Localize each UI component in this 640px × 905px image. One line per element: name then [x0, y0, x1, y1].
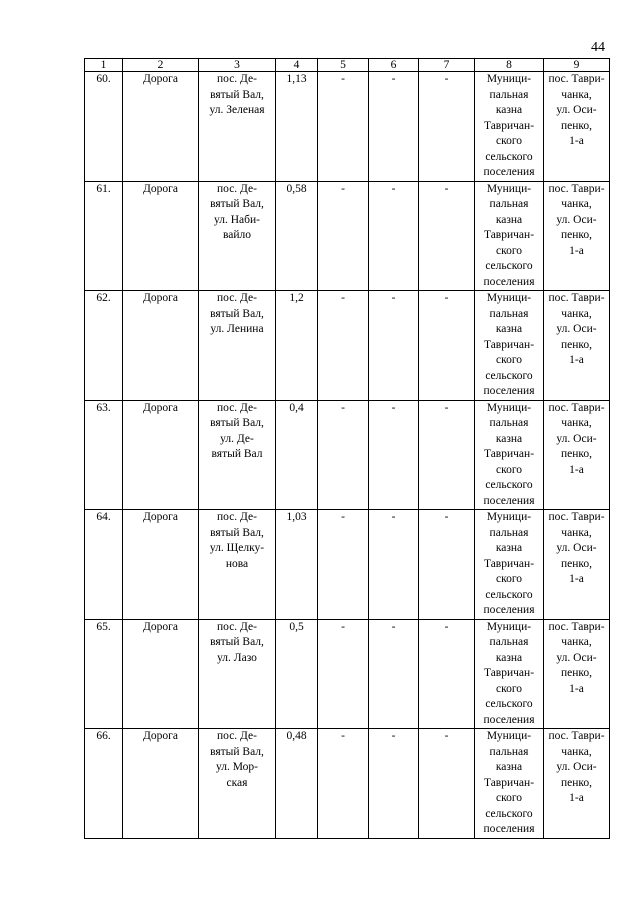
column-header: 9 [544, 59, 610, 72]
location-line: вятый Вал, [210, 198, 264, 210]
owner-line: ского [495, 573, 523, 585]
column-5-cell: - [318, 291, 369, 401]
owner-line: пальная [489, 636, 529, 648]
location-line: пос. Де- [217, 292, 257, 304]
owner-cell [475, 400, 544, 510]
location-cell [199, 400, 276, 510]
length-cell: 0,58 [276, 181, 318, 291]
address-line: 1-а [569, 244, 584, 257]
column-5-cell: - [318, 729, 369, 839]
column-header-row [85, 59, 610, 72]
location-line: вятый Вал, [210, 745, 264, 758]
address-line: пенко, [560, 448, 593, 460]
object-name-cell: Дорога [123, 181, 199, 291]
owner-line: поселения [483, 713, 535, 726]
location-line: вятый Вал, [210, 526, 264, 539]
location-line: ул. Де- [220, 432, 254, 445]
location-line: вятый Вал [211, 448, 263, 460]
address-line: пенко, [560, 229, 593, 241]
owner-line: ского [495, 792, 523, 804]
row-number-cell: 66. [85, 729, 123, 839]
column-header: 4 [276, 59, 318, 72]
address-line: пос. Таври- [548, 511, 605, 523]
address-line: ул. Оси- [556, 432, 597, 445]
location-line: вятый Вал, [210, 417, 264, 429]
object-name-cell: Дорога [123, 510, 199, 620]
address-cell [544, 291, 610, 401]
address-line: чанка, [561, 636, 592, 648]
column-7-cell: - [419, 181, 475, 291]
owner-line: Тавричан- [483, 776, 535, 789]
location-line: вайло [222, 229, 252, 241]
owner-line: ского [495, 135, 523, 147]
address-line: пенко, [560, 667, 593, 679]
location-line: пос. Де- [217, 620, 257, 633]
owner-line: сельского [485, 260, 533, 272]
column-header: 7 [419, 59, 475, 72]
owner-line: Тавричан- [483, 229, 535, 241]
address-line: пос. Таври- [548, 730, 605, 742]
column-7-cell: - [419, 291, 475, 401]
owner-cell [475, 291, 544, 401]
column-6-cell: - [369, 181, 419, 291]
address-cell [544, 72, 610, 182]
column-6-cell: - [369, 291, 419, 401]
location-line: пос. Де- [217, 182, 257, 195]
address-line: пос. Таври- [548, 401, 605, 414]
owner-line: казна [495, 651, 523, 664]
owner-line: пальная [489, 88, 529, 101]
address-line: 1-а [569, 354, 584, 366]
owner-line: поселения [483, 385, 535, 397]
address-line: пос. Таври- [548, 620, 605, 633]
address-cell [544, 181, 610, 291]
address-line: 1-а [569, 135, 584, 147]
owner-line: Муници- [486, 73, 532, 85]
address-line: 1-а [569, 463, 584, 476]
address-line: пенко, [560, 557, 593, 570]
location-cell [199, 291, 276, 401]
owner-line: ского [495, 354, 523, 366]
column-7-cell: - [419, 619, 475, 729]
length-cell: 0,4 [276, 400, 318, 510]
address-line: чанка, [561, 745, 592, 758]
location-line: пос. Де- [217, 401, 257, 414]
location-line: вятый Вал, [210, 307, 264, 320]
location-line: нова [225, 557, 249, 570]
page-number: 44 [591, 40, 605, 55]
object-name-cell: Дорога [123, 400, 199, 510]
column-header: 3 [199, 59, 276, 72]
location-cell [199, 729, 276, 839]
address-line: пенко, [560, 119, 593, 132]
location-cell [199, 619, 276, 729]
owner-line: сельского [485, 150, 533, 163]
owner-line: сельского [485, 369, 533, 382]
address-line: чанка, [561, 417, 592, 429]
address-line: ул. Оси- [556, 651, 597, 664]
address-cell [544, 729, 610, 839]
column-5-cell: - [318, 181, 369, 291]
column-5-cell: - [318, 72, 369, 182]
owner-cell [475, 181, 544, 291]
column-header: 2 [123, 59, 199, 72]
owner-line: поселения [483, 494, 535, 507]
owner-line: Тавричан- [483, 119, 535, 132]
location-line: ская [226, 776, 248, 789]
owner-line: сельского [485, 588, 533, 601]
owner-line: казна [495, 761, 523, 773]
owner-cell [475, 510, 544, 620]
owner-line: Тавричан- [483, 557, 535, 570]
address-line: пенко, [560, 338, 593, 351]
owner-cell [475, 729, 544, 839]
row-number-cell: 64. [85, 510, 123, 620]
address-line: 1-а [569, 682, 584, 695]
owner-line: Тавричан- [483, 448, 535, 460]
location-line: пос. Де- [217, 730, 257, 742]
owner-line: Муници- [486, 292, 532, 304]
address-line: чанка, [561, 88, 592, 101]
owner-line: Муници- [486, 401, 532, 414]
location-line: ул. Щелку- [209, 542, 265, 554]
column-7-cell: - [419, 510, 475, 620]
object-name-cell: Дорога [123, 729, 199, 839]
owner-line: Тавричан- [483, 338, 535, 351]
column-6-cell: - [369, 400, 419, 510]
location-line: ул. Наби- [214, 213, 260, 226]
address-line: ул. Оси- [556, 761, 597, 773]
length-cell: 1,13 [276, 72, 318, 182]
address-line: пос. Таври- [548, 182, 605, 195]
table-row [85, 181, 610, 291]
column-6-cell: - [369, 510, 419, 620]
owner-line: казна [495, 104, 523, 116]
column-6-cell: - [369, 729, 419, 839]
owner-line: поселения [483, 166, 535, 178]
table-body [85, 72, 610, 839]
owner-line: пальная [489, 526, 529, 539]
owner-line: пальная [489, 198, 529, 210]
location-cell [199, 72, 276, 182]
address-line: ул. Оси- [556, 213, 597, 226]
address-line: пос. Таври- [548, 292, 605, 304]
owner-line: поселения [483, 823, 535, 835]
location-line: ул. Зеленая [209, 104, 265, 116]
address-line: ул. Оси- [556, 542, 597, 554]
length-cell: 0,5 [276, 619, 318, 729]
owner-line: ского [495, 682, 523, 695]
owner-line: сельского [485, 698, 533, 710]
address-cell [544, 619, 610, 729]
column-header: 1 [85, 59, 123, 72]
location-cell [199, 510, 276, 620]
row-number-cell: 63. [85, 400, 123, 510]
object-name-cell: Дорога [123, 619, 199, 729]
owner-line: Муници- [486, 511, 532, 523]
location-line: вятый Вал, [210, 636, 264, 648]
owner-line: ского [495, 244, 523, 257]
column-header: 5 [318, 59, 369, 72]
column-7-cell: - [419, 72, 475, 182]
owner-line: казна [495, 542, 523, 554]
column-header: 6 [369, 59, 419, 72]
owner-line: пальная [489, 745, 529, 758]
owner-line: казна [495, 432, 523, 445]
table-row [85, 291, 610, 401]
address-line: пос. Таври- [548, 73, 605, 85]
table-row [85, 400, 610, 510]
address-cell [544, 510, 610, 620]
address-line: ул. Оси- [556, 104, 597, 116]
location-line: пос. Де- [217, 73, 257, 85]
owner-line: казна [495, 323, 523, 335]
length-cell: 1,03 [276, 510, 318, 620]
address-line: чанка, [561, 307, 592, 320]
object-name-cell: Дорога [123, 72, 199, 182]
owner-line: сельского [485, 807, 533, 820]
row-number-cell: 65. [85, 619, 123, 729]
owner-line: поселения [483, 275, 535, 288]
location-line: ул. Мор- [215, 761, 258, 773]
length-cell: 1,2 [276, 291, 318, 401]
owner-line: казна [495, 213, 523, 226]
owner-line: поселения [483, 604, 535, 616]
table-row [85, 510, 610, 620]
owner-cell [475, 72, 544, 182]
address-cell [544, 400, 610, 510]
location-line: ул. Ленина [210, 323, 264, 335]
address-line: чанка, [561, 198, 592, 210]
row-number-cell: 61. [85, 181, 123, 291]
column-5-cell: - [318, 400, 369, 510]
address-line: 1-а [569, 792, 584, 804]
owner-line: пальная [489, 307, 529, 320]
owner-line: Муници- [486, 730, 532, 742]
column-header: 8 [475, 59, 544, 72]
column-6-cell: - [369, 72, 419, 182]
location-cell [199, 181, 276, 291]
property-registry-table [84, 58, 610, 839]
column-5-cell: - [318, 510, 369, 620]
owner-line: Муници- [486, 620, 532, 633]
owner-cell [475, 619, 544, 729]
location-line: пос. Де- [217, 511, 257, 523]
object-name-cell: Дорога [123, 291, 199, 401]
owner-line: Муници- [486, 182, 532, 195]
owner-line: пальная [489, 417, 529, 429]
row-number-cell: 62. [85, 291, 123, 401]
column-7-cell: - [419, 400, 475, 510]
column-5-cell: - [318, 619, 369, 729]
table-row [85, 729, 610, 839]
location-line: ул. Лазо [217, 651, 257, 664]
table-row [85, 619, 610, 729]
location-line: вятый Вал, [210, 88, 264, 101]
address-line: пенко, [560, 776, 593, 789]
owner-line: ского [495, 463, 523, 476]
length-cell: 0,48 [276, 729, 318, 839]
column-6-cell: - [369, 619, 419, 729]
owner-line: Тавричан- [483, 667, 535, 679]
column-7-cell: - [419, 729, 475, 839]
address-line: ул. Оси- [556, 323, 597, 335]
address-line: чанка, [561, 526, 592, 539]
address-line: 1-а [569, 573, 584, 585]
owner-line: сельского [485, 479, 533, 491]
row-number-cell: 60. [85, 72, 123, 182]
table-row [85, 72, 610, 182]
